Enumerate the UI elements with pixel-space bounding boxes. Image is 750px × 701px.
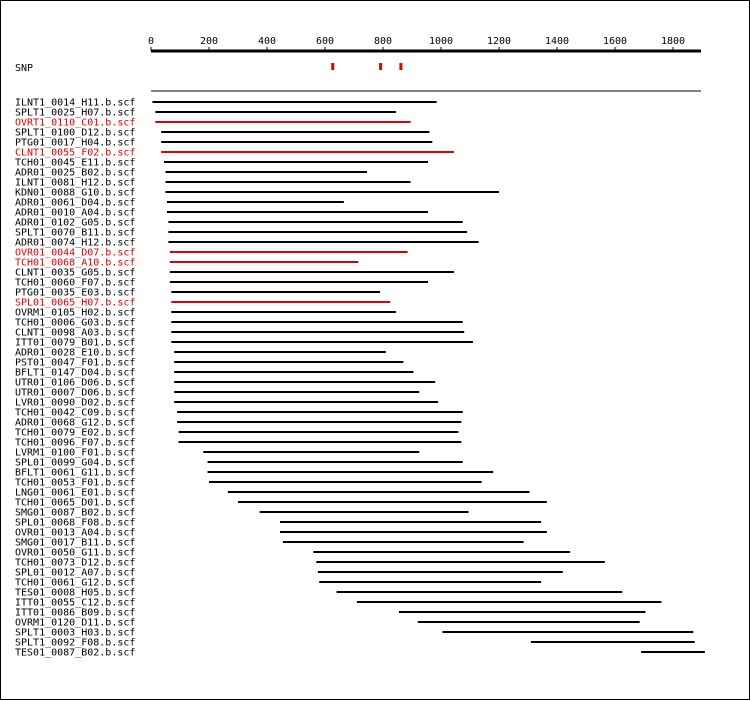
read-name: TCH01_0061_G12.b.scf — [15, 577, 136, 589]
read-name: LNG01_0061_E01.b.scf — [15, 487, 136, 499]
read-name: SMG01_0087_B02.b.scf — [15, 507, 136, 519]
read-name: OVRM1_0120_D11.b.scf — [15, 617, 136, 629]
read-name: OVRM1_0105_H02.b.scf — [15, 307, 136, 319]
snp-marker — [399, 63, 402, 70]
axis-tick-label: 200 — [199, 36, 219, 47]
read-name: PST01_0047_F01.b.scf — [15, 357, 136, 369]
snp-track-label: SNP — [15, 63, 34, 74]
read-name: OVR01_0050_G11.b.scf — [15, 547, 136, 559]
read-name: ADR01_0102_G05.b.scf — [15, 217, 136, 229]
axis-tick-label: 1200 — [486, 36, 512, 47]
read-name: SPLT1_0070_B11.b.scf — [15, 227, 136, 239]
axis-tick-label: 1000 — [428, 36, 454, 47]
read-name: TCH01_0096_F07.b.scf — [15, 437, 136, 449]
read-name: TCH01_0068_A10.b.scf — [15, 257, 136, 269]
read-row — [15, 648, 705, 659]
snp-marker — [331, 63, 334, 70]
read-name: OVR01_0013_A04.b.scf — [15, 527, 136, 539]
read-name: SPL01_0012_A07.b.scf — [15, 567, 136, 579]
read-name: TES01_0087_B02.b.scf — [15, 647, 136, 659]
read-name: CLNT1_0035_G05.b.scf — [15, 267, 136, 279]
read-name: TCH01_0065_D01.b.scf — [15, 497, 136, 509]
axis-tick-label: 1800 — [660, 36, 686, 47]
read-name: ADR01_0028_E10.b.scf — [15, 347, 136, 359]
read-name: ADR01_0061_D04.b.scf — [15, 197, 136, 209]
read-name: ADR01_0074_H12.b.scf — [15, 237, 136, 249]
read-name: BFLT1_0147_D04.b.scf — [15, 367, 136, 379]
read-name: SMG01_0017_B11.b.scf — [15, 537, 136, 549]
read-name: TCH01_0060_F07.b.scf — [15, 277, 136, 289]
reads-list — [15, 98, 705, 659]
read-name: ITT01_0086_B09.b.scf — [15, 607, 136, 619]
read-name: TCH01_0045_E11.b.scf — [15, 157, 136, 169]
axis-tick-label: 600 — [315, 36, 335, 47]
snp-track — [15, 63, 402, 74]
axis-tick-label: 800 — [373, 36, 393, 47]
read-name: PTG01_0035_E03.b.scf — [15, 287, 136, 299]
read-name: ILNT1_0014_H11.b.scf — [15, 97, 136, 109]
read-name: OVRT1_0110_C01.b.scf — [15, 117, 136, 129]
read-name: TES01_0008_H05.b.scf — [15, 587, 136, 599]
read-name: ADR01_0068_G12.b.scf — [15, 417, 136, 429]
read-name: SPLT1_0003_H03.b.scf — [15, 627, 136, 639]
read-name: UTR01_0106_D06.b.scf — [15, 377, 136, 389]
read-name: SPLT1_0092_F08.b.scf — [15, 637, 136, 649]
read-name: CLNT1_0055_F02.b.scf — [15, 147, 136, 159]
axis-tick-label: 400 — [257, 36, 277, 47]
position-axis — [148, 36, 701, 51]
read-name: OVR01_0044_D07.b.scf — [15, 247, 136, 259]
read-name: SPLT1_0025_H07.b.scf — [15, 107, 136, 119]
read-name: SPL01_0065_H07.b.scf — [15, 297, 136, 309]
read-name: LVR01_0090_D02.b.scf — [15, 397, 136, 409]
read-name: UTR01_0007_D06.b.scf — [15, 387, 136, 399]
axis-tick-label: 1400 — [544, 36, 570, 47]
read-name: BFLT1_0061_G11.b.scf — [15, 467, 136, 479]
read-name: SPL01_0099_G04.b.scf — [15, 457, 136, 469]
read-name: PTG01_0017_H04.b.scf — [15, 137, 136, 149]
read-name: TCH01_0079_E02.b.scf — [15, 427, 136, 439]
read-name: TCH01_0073_D12.b.scf — [15, 557, 136, 569]
axis-tick-label: 1600 — [602, 36, 628, 47]
read-name: KDN01_0088_G10.b.scf — [15, 187, 136, 199]
read-name: LVRM1_0100_F01.b.scf — [15, 447, 136, 459]
read-name: ITT01_0079_B01.b.scf — [15, 337, 136, 349]
read-name: ITT01_0055_C12.b.scf — [15, 597, 136, 609]
axis-tick-label: 0 — [147, 36, 155, 47]
read-name: TCH01_0053_F01.b.scf — [15, 477, 136, 489]
read-name: CLNT1_0098_A03.b.scf — [15, 327, 136, 339]
read-name: TCH01_0006_G03.b.scf — [15, 317, 136, 329]
read-alignment-diagram — [1, 1, 750, 701]
read-name: ILNT1_0081_H12.b.scf — [15, 177, 136, 189]
read-name: SPLT1_0100_D12.b.scf — [15, 127, 136, 139]
read-name: ADR01_0010_A04.b.scf — [15, 207, 136, 219]
read-name: SPL01_0068_F08.b.scf — [15, 517, 136, 529]
read-name: TCH01_0042_C09.b.scf — [15, 407, 136, 419]
read-name: ADR01_0025_B02.b.scf — [15, 167, 136, 179]
snp-marker — [379, 63, 382, 70]
